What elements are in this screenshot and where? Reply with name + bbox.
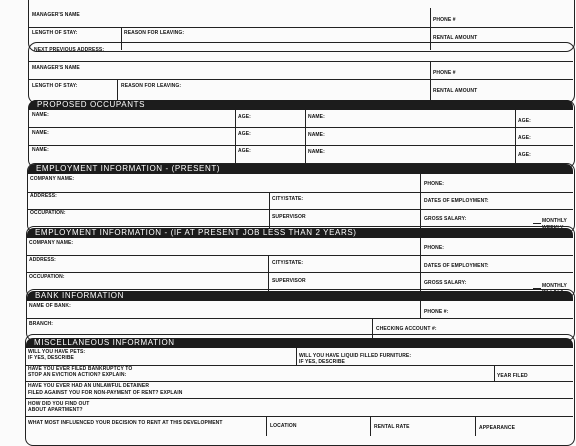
monthly-label: MONTHLY	[542, 218, 567, 224]
bank-header: BANK INFORMATION	[27, 291, 573, 301]
occupant-age-label: AGE:	[518, 118, 531, 124]
supervisor-label: SUPERVISOR	[272, 214, 306, 220]
occupant-name-label: NAME:	[32, 147, 49, 153]
length-of-stay-label: LENGTH OF STAY:	[32, 30, 78, 36]
address-label: ADDRESS:	[30, 193, 57, 199]
rental-amount-label: RENTAL AMOUNT	[433, 88, 478, 94]
phone-label: PHONE #	[433, 70, 456, 76]
rental-rate-label: RENTAL RATE	[374, 424, 410, 430]
employment-present-header: EMPLOYMENT INFORMATION - (PRESENT)	[28, 164, 573, 174]
found-apartment-question-2: ABOUT APARTMENT?	[28, 407, 83, 413]
appearance-label: APPEARANCE	[479, 425, 516, 431]
next-prev-address-title: NEXT PREVIOUS ADDRESS:	[34, 47, 105, 53]
employment-previous-header: EMPLOYMENT INFORMATION - (IF AT PRESENT JOB LESS THAN 2 YEARS)	[27, 228, 573, 238]
rental-amount-label: RENTAL AMOUNT	[433, 35, 478, 41]
phone-label: PHONE #	[433, 17, 456, 23]
liquid-furniture-describe: IF YES, DESCRIBE	[299, 359, 345, 365]
occupation-label: OCCUPATION:	[30, 210, 66, 216]
detainer-explain: FILED AGAINST YOU FOR NON-PAYMENT OF RENT? EXPLAIN	[28, 390, 183, 396]
location-label: LOCATION	[270, 423, 297, 429]
bank-phone-label: PHONE #:	[424, 309, 449, 315]
dates-of-employment-label: DATES OF EMPLOYMENT:	[424, 263, 489, 269]
occupants-header: PROPOSED OCCUPANTS	[29, 100, 573, 110]
pets-question: WILL YOU HAVE PETS:	[28, 349, 86, 355]
occupant-name-label: NAME:	[32, 130, 49, 136]
occupation-label: OCCUPATION:	[29, 274, 65, 280]
checking-account-label: CHECKING ACCOUNT #:	[376, 326, 437, 332]
occupant-name-label: NAME:	[32, 112, 49, 118]
occupant-name-label: NAME:	[308, 149, 325, 155]
bankruptcy-question: HAVE YOU EVER FILED BANKRUPTCY TO	[28, 366, 133, 372]
manager-name-label: MANAGER'S NAME	[32, 65, 80, 71]
phone-label: PHONE:	[424, 245, 445, 251]
occupant-age-label: AGE:	[238, 114, 251, 120]
year-filed-label: YEAR FILED	[497, 373, 528, 379]
address-label: ADDRESS:	[29, 257, 56, 263]
city-state-label: CITY/STATE:	[272, 196, 304, 202]
name-of-bank-label: NAME OF BANK:	[29, 303, 71, 309]
occupant-name-label: NAME:	[308, 132, 325, 138]
misc-header: MISCELLANEOUS INFORMATION	[26, 338, 573, 348]
dates-of-employment-label: DATES OF EMPLOYMENT:	[424, 198, 489, 204]
occupant-name-label: NAME:	[308, 114, 325, 120]
occupants-section	[28, 100, 575, 168]
city-state-label: CITY/STATE:	[272, 260, 304, 266]
detainer-question: HAVE YOU EVER HAD AN UNLAWFUL DETAINER	[28, 383, 150, 389]
reason-for-leaving-label: REASON FOR LEAVING:	[121, 83, 182, 89]
found-apartment-question: HOW DID YOU FIND OUT	[28, 401, 90, 407]
company-name-label: COMPANY NAME:	[29, 240, 74, 246]
monthly-label: MONTHLY	[542, 283, 567, 289]
reason-for-leaving-label: REASON FOR LEAVING:	[124, 30, 185, 36]
pets-describe: IF YES, DESCRIBE	[28, 355, 74, 361]
branch-label: BRANCH:	[29, 321, 54, 327]
occupant-age-label: AGE:	[238, 131, 251, 137]
occupant-age-label: AGE:	[518, 152, 531, 158]
gross-salary-label: GROSS SALARY:	[424, 216, 467, 222]
gross-salary-label: GROSS SALARY:	[424, 280, 467, 286]
next-prev-address-section	[28, 42, 575, 104]
occupant-age-label: AGE:	[518, 135, 531, 141]
bankruptcy-explain: STOP AN EVICTION ACTION? EXPLAIN:	[28, 372, 127, 378]
influence-question: WHAT MOST INFLUENCED YOUR DECISION TO RENT AT THIS DEVELOPMENT	[28, 420, 223, 426]
phone-label: PHONE:	[424, 181, 445, 187]
liquid-furniture-question: WILL YOU HAVE LIQUID FILLED FURNITURE:	[299, 353, 412, 359]
length-of-stay-label: LENGTH OF STAY:	[32, 83, 78, 89]
supervisor-label: SUPERVISOR	[272, 278, 306, 284]
manager-name-label: MANAGER'S NAME	[32, 12, 80, 18]
occupant-age-label: AGE:	[238, 148, 251, 154]
company-name-label: COMPANY NAME:	[30, 176, 75, 182]
